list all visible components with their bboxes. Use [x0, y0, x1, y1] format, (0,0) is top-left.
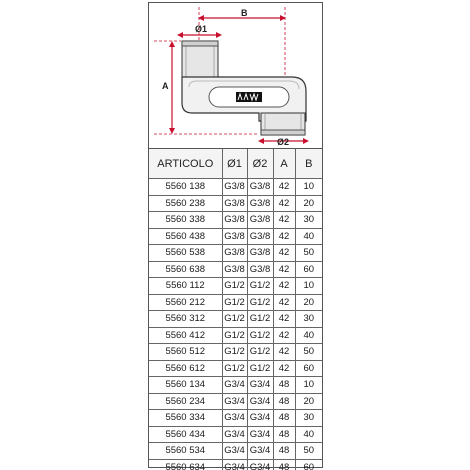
lower-thread [261, 113, 305, 135]
cell-d1: G3/4 [222, 410, 247, 427]
cell-a: 42 [273, 212, 295, 229]
table-row [149, 261, 322, 278]
article-table [149, 149, 322, 470]
cell-a: 48 [273, 410, 295, 427]
cell-articolo: 5560 438 [149, 228, 222, 245]
cell-a: 42 [273, 278, 295, 295]
cell-d2: G3/8 [247, 179, 273, 196]
table-row [149, 212, 322, 229]
cell-a: 42 [273, 245, 295, 262]
cell-d1: G1/2 [222, 344, 247, 361]
table-row [149, 377, 322, 394]
cell-a: 42 [273, 261, 295, 278]
header-a: A [273, 149, 295, 179]
cell-b: 10 [295, 377, 322, 394]
cell-d1: G3/4 [222, 426, 247, 443]
table-row [149, 311, 322, 328]
cell-a: 48 [273, 443, 295, 460]
label-b: B [241, 8, 248, 18]
cell-a: 48 [273, 426, 295, 443]
table-row [149, 393, 322, 410]
table-row [149, 459, 322, 470]
table-row [149, 245, 322, 262]
cell-a: 48 [273, 377, 295, 394]
cell-d2: G3/8 [247, 212, 273, 229]
header-b: B [295, 149, 322, 179]
table-row [149, 426, 322, 443]
header-d1: Ø1 [222, 149, 247, 179]
cell-articolo: 5560 238 [149, 195, 222, 212]
cell-d2: G1/2 [247, 360, 273, 377]
cell-d1: G3/8 [222, 245, 247, 262]
cell-d1: G1/2 [222, 294, 247, 311]
cell-articolo: 5560 234 [149, 393, 222, 410]
table-row [149, 360, 322, 377]
cell-b: 30 [295, 311, 322, 328]
cell-d2: G1/2 [247, 294, 273, 311]
cell-d1: G3/8 [222, 179, 247, 196]
label-d1: Ø1 [195, 24, 208, 34]
table-row [149, 195, 322, 212]
cell-b: 50 [295, 344, 322, 361]
cell-d1: G3/8 [222, 212, 247, 229]
cell-articolo: 5560 112 [149, 278, 222, 295]
cell-articolo: 5560 434 [149, 426, 222, 443]
cell-d1: G3/8 [222, 261, 247, 278]
cell-b: 10 [295, 179, 322, 196]
cell-d2: G3/4 [247, 443, 273, 460]
cell-articolo: 5560 138 [149, 179, 222, 196]
cell-d2: G3/8 [247, 245, 273, 262]
cell-d1: G3/4 [222, 377, 247, 394]
table-row [149, 443, 322, 460]
cell-a: 42 [273, 195, 295, 212]
cell-b: 40 [295, 327, 322, 344]
cell-b: 20 [295, 393, 322, 410]
cell-b: 40 [295, 426, 322, 443]
cell-b: 30 [295, 212, 322, 229]
cell-articolo: 5560 212 [149, 294, 222, 311]
cell-b: 60 [303, 461, 315, 470]
cell-b: 30 [295, 410, 322, 427]
cell-d2: G3/4 [247, 459, 273, 470]
cell-articolo: 5560 534 [149, 443, 222, 460]
cell-articolo: 5560 634 [149, 459, 222, 470]
cell-b: 40 [295, 228, 322, 245]
cell-d1: G1/2 [222, 311, 247, 328]
cell-articolo: 5560 512 [149, 344, 222, 361]
cell-a: 42 [273, 294, 295, 311]
table-row [149, 294, 322, 311]
table-header-row [149, 149, 322, 179]
cell-d1: G3/8 [222, 195, 247, 212]
cell-a: 42 [273, 344, 295, 361]
header-d2: Ø2 [247, 149, 273, 179]
cell-d2: G1/2 [247, 311, 273, 328]
table-body [149, 179, 322, 470]
label-d2: Ø2 [277, 137, 290, 147]
table-row [149, 410, 322, 427]
cell-articolo: 5560 412 [149, 327, 222, 344]
cell-b: 50 [295, 443, 322, 460]
cell-d1: G3/8 [222, 228, 247, 245]
table-row [149, 228, 322, 245]
cell-d2: G3/4 [247, 410, 273, 427]
table-row [149, 344, 322, 361]
cell-d2: G3/8 [247, 228, 273, 245]
cell-d1: G1/2 [222, 278, 247, 295]
cell-articolo: 5560 538 [149, 245, 222, 262]
cell-a: 42 [273, 327, 295, 344]
cell-b: 10 [295, 278, 322, 295]
cell-d1: G1/2 [222, 327, 247, 344]
cell-a: 48 [273, 459, 295, 470]
cell-d2: G1/2 [247, 344, 273, 361]
cell-d2: G3/8 [247, 261, 273, 278]
cell-articolo: 5560 612 [149, 360, 222, 377]
cell-d2: G3/8 [247, 195, 273, 212]
cell-d2: G3/4 [247, 377, 273, 394]
cell-a: 48 [273, 393, 295, 410]
cell-b: 20 [295, 294, 322, 311]
cell-articolo: 5560 134 [149, 377, 222, 394]
cell-articolo: 5560 638 [149, 261, 222, 278]
cell-d1: G3/4 [222, 443, 247, 460]
cell-d1: G3/4 [222, 393, 247, 410]
cell-a: 42 [273, 228, 295, 245]
table-row [149, 278, 322, 295]
product-sheet [148, 2, 323, 468]
cell-d2: G1/2 [247, 327, 273, 344]
cell-articolo: 5560 338 [149, 212, 222, 229]
cell-b: 60 [295, 360, 322, 377]
cell-articolo: 5560 312 [149, 311, 222, 328]
cell-b: 50 [295, 245, 322, 262]
brand-logo [236, 92, 262, 102]
upper-thread [182, 41, 218, 77]
table-row [149, 327, 322, 344]
label-a: A [162, 81, 169, 91]
cell-d2: G1/2 [247, 278, 273, 295]
cell-a: 42 [273, 179, 295, 196]
cell-b: 20 [295, 195, 322, 212]
cell-a: 42 [273, 360, 295, 377]
header-articolo: ARTICOLO [149, 149, 222, 179]
technical-drawing [149, 3, 322, 149]
cell-d2: G3/4 [247, 426, 273, 443]
table-row [149, 179, 322, 196]
fitting-drawing [149, 3, 322, 148]
cell-d1: G3/4 [222, 459, 247, 470]
cell-a: 42 [273, 311, 295, 328]
cell-d2: G3/4 [247, 393, 273, 410]
cell-articolo: 5560 334 [149, 410, 222, 427]
cell-b: 60 [295, 261, 322, 278]
cell-d1: G1/2 [222, 360, 247, 377]
